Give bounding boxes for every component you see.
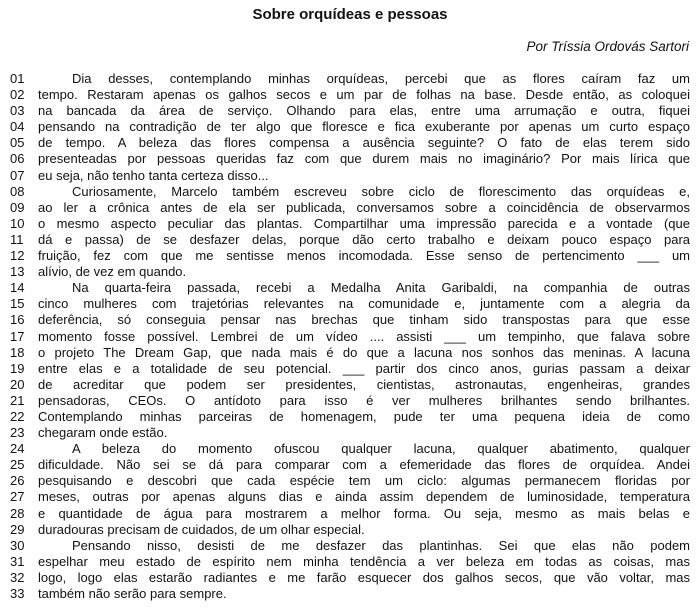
line-text: deferência, só conseguia pensar nas brechas que tinham sido transpostas para que esse [38, 312, 690, 328]
line-number: 29 [10, 521, 25, 537]
byline: Por Tríssia Ordovás Sartori [526, 39, 689, 54]
text-line [10, 119, 690, 135]
text-line [10, 232, 690, 248]
text-line [10, 441, 690, 457]
text-line [10, 329, 690, 345]
line-text: dá e passa) de se desfazer delas, porque dão certo trabalho e deixam pouco espaço para [38, 231, 690, 247]
line-number: 27 [10, 489, 25, 505]
line-text: e quantidade de água para mostrarem a melhor forma. Ou seja, mesmo as mais belas e [38, 505, 690, 521]
line-number: 11 [10, 231, 24, 247]
line-number: 16 [10, 312, 25, 328]
line-number: 21 [10, 392, 25, 408]
text-line [10, 248, 690, 264]
line-number: 05 [10, 135, 25, 151]
text-line [10, 409, 690, 425]
line-number: 31 [10, 553, 25, 569]
line-text: entre elas e a totalidade de seu potencial. ___ partir dos cinco anos, gurias passam a deixar [38, 360, 690, 376]
text-line [10, 522, 690, 538]
text-line [10, 473, 690, 489]
line-text: duradouras precisam de cuidados, de um olhar especial. [38, 521, 365, 537]
line-number: 06 [10, 151, 25, 167]
line-number: 07 [10, 167, 25, 183]
line-text: espelhar meu estado de espírito nem minha tendência a ver beleza em todas as coisas, mas [38, 553, 690, 569]
line-text: Curiosamente, Marcelo também escreveu sobre ciclo de florescimento das orquídeas e, [72, 183, 690, 199]
line-number: 26 [10, 473, 25, 489]
line-text: presenteadas por pessoas queridas faz com que durem mais no imaginário? Por mais lírica que [38, 151, 690, 167]
line-number: 28 [10, 505, 25, 521]
line-text: A beleza do momento ofuscou qualquer lacuna, qualquer abatimento, qualquer [72, 441, 690, 457]
text-line [10, 135, 690, 151]
text-line [10, 361, 690, 377]
line-number: 15 [10, 296, 25, 312]
line-number: 22 [10, 408, 25, 424]
line-number: 19 [10, 360, 25, 376]
line-text: dificuldade. Não sei se dá para comparar com a efemeridade das flores de orquídea. Andei [38, 457, 690, 473]
line-text: ao ler a crônica antes de ela ser publicada, conversamos sobre a coincidência de observarmos [38, 199, 690, 215]
text-line [10, 312, 690, 328]
line-number: 25 [10, 457, 25, 473]
line-number: 09 [10, 199, 25, 215]
text-line [10, 200, 690, 216]
line-text: momento fosse possível. Lembrei de um vídeo .... assisti ___ um tempinho, que falava sobre [38, 328, 690, 344]
line-number: 32 [10, 569, 25, 585]
text-body [10, 71, 690, 602]
text-line [10, 345, 690, 361]
text-line [10, 489, 690, 505]
line-text: tempo. Restaram apenas os galhos secos e um par de folhas na base. Desde então, as coloquei [38, 87, 690, 103]
line-number: 33 [10, 586, 25, 601]
line-number: 24 [10, 441, 25, 457]
text-line [10, 168, 690, 184]
line-text: alívio, de vez em quando. [38, 264, 187, 280]
text-line [10, 377, 690, 393]
line-number: 20 [10, 376, 25, 392]
line-text: pensadoras, CEOs. O antídoto para isso é ver mulheres brilhantes sendo brilhantes. [38, 392, 690, 408]
line-text: o projeto The Dream Gap, que nada mais é do que a lacuna nos sonhos das meninas. A lacuna [38, 344, 690, 360]
text-line [10, 264, 690, 280]
line-text: o mesmo aspecto peculiar das plantas. Compartilhar uma impressão parecida e a vontade (que [38, 215, 690, 231]
text-line [10, 151, 690, 167]
line-number: 14 [10, 280, 25, 296]
line-text: Pensando nisso, desisti de me desfazer das plantinhas. Sei que elas não podem [72, 537, 690, 553]
text-line [10, 296, 690, 312]
text-line [10, 570, 690, 586]
line-text: fruição, fez com que me sentisse menos incomodada. Esse senso de pertencimento ___ um [38, 248, 690, 264]
text-line [10, 280, 690, 296]
text-line [10, 103, 690, 119]
text-line [10, 554, 690, 570]
page-title: Sobre orquídeas e pessoas [252, 6, 448, 23]
line-text: eu seja, não tenho tanta certeza disso... [38, 167, 269, 183]
line-text: meses, outras por apenas alguns dias e ainda assim dependem de luminosidade, temperatura [38, 489, 690, 505]
text-line [10, 506, 690, 522]
line-text: cinco mulheres com trajetórias relevantes na comunidade e, juntamente com a alegria da [38, 296, 690, 312]
text-line [10, 216, 690, 232]
line-number: 13 [10, 264, 25, 280]
line-number: 10 [10, 215, 25, 231]
line-number: 17 [10, 328, 25, 344]
line-number: 04 [10, 119, 25, 135]
line-text: também não serão para sempre. [38, 586, 227, 601]
line-text: Contemplando minhas parceiras de homenagem, pude ter uma pequena ideia de como [38, 408, 690, 424]
text-line [10, 87, 690, 103]
line-text: pesquisando e descobri que cada espécie tem um ciclo: algumas permanecem floridas por [38, 473, 690, 489]
text-line [10, 71, 690, 87]
line-number: 12 [10, 248, 25, 264]
text-line [10, 184, 690, 200]
line-number: 01 [10, 71, 25, 86]
line-text: logo, logo elas estarão radiantes e me farão esquecer dos galhos secos, que vão voltar, mas [38, 569, 690, 585]
line-text: chegaram onde estão. [38, 425, 168, 441]
text-line [10, 393, 690, 409]
line-number: 08 [10, 183, 25, 199]
text-line [10, 538, 690, 554]
line-text: de acreditar que podem ser presidentes, cientistas, astronautas, engenheiras, grandes [38, 376, 690, 392]
line-number: 30 [10, 537, 25, 553]
line-number: 23 [10, 425, 25, 441]
line-number: 18 [10, 344, 25, 360]
text-line [10, 586, 690, 602]
line-text: na bancada da área de serviço. Olhando para elas, entre uma arrumação e outra, fiquei [38, 103, 690, 119]
line-number: 02 [10, 87, 25, 103]
line-number: 03 [10, 103, 25, 119]
line-text: Na quarta-feira passada, recebi a Medalha Anita Garibaldi, na companhia de outras [72, 280, 690, 296]
text-line [10, 425, 690, 441]
line-text: de tempo. A beleza das flores compensa a ausência seguinte? O fato de elas terem sido [38, 135, 690, 151]
text-line [10, 457, 690, 473]
line-text: Dia desses, contemplando minhas orquídeas, percebi que as flores caíram faz um [72, 71, 690, 86]
line-text: pensando na contradição de ter algo que floresce e fica exuberante por apenas um curto espaço [38, 119, 690, 135]
